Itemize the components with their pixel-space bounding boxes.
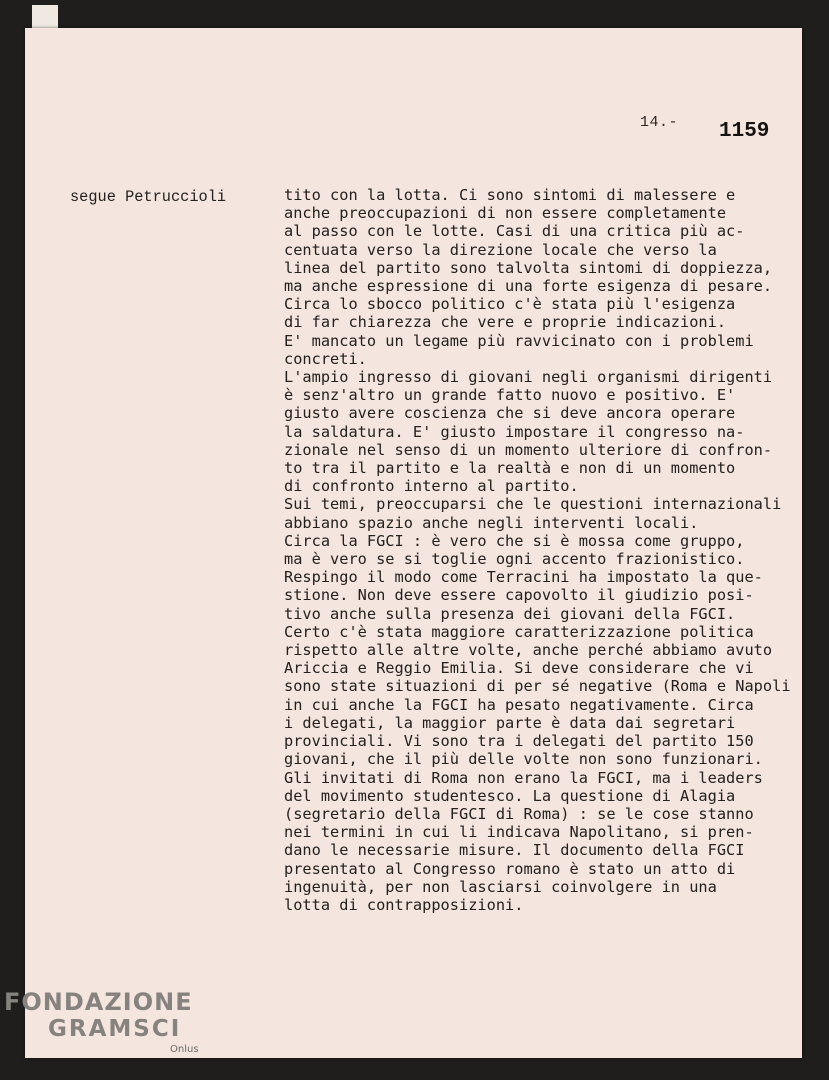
body-line: del movimento studentesco. La questione di Alagia — [284, 786, 736, 805]
body-line: giusto avere coscienza che si deve ancora operare — [284, 404, 736, 423]
body-line: Circa lo sbocco politico c'è stata più l'esigenza — [284, 295, 736, 314]
body-line: tito con la lotta. Ci sono sintomi di malessere e — [284, 186, 736, 204]
watermark-line-2: GRAMSCI — [48, 1016, 182, 1042]
body-line: presentato al Congresso romano è stato un atto di — [284, 859, 736, 878]
body-line: Sui temi, preoccuparsi che le questioni internazionali — [284, 495, 782, 514]
body-line: dano le necessarie misure. Il documento della FGCI — [284, 841, 745, 860]
body-line: ingenuità, per non lasciarsi coinvolgere in una — [284, 877, 717, 896]
body-line: anche preoccupazioni di non essere completamente — [284, 204, 727, 223]
body-line: tivo anche sulla presenza dei giovani della FGCI. — [284, 604, 736, 623]
body-line: Gli invitati di Roma non erano la FGCI, ma i leaders — [284, 768, 763, 787]
body-text — [284, 186, 799, 914]
body-line: Respingo il modo come Terracini ha impostato la que- — [284, 568, 763, 587]
watermark-line-1: FONDAZIONE — [4, 988, 193, 1016]
watermark-line-3: Onlus — [170, 1044, 199, 1055]
body-line: zionale nel senso di un momento ulteriore di confron- — [284, 440, 773, 459]
body-line: al passo con le lotte. Casi di una critica più ac- — [284, 222, 745, 241]
body-line: rispetto alle altre volte, anche perché abbiamo avuto — [284, 641, 773, 660]
body-line: in cui anche la FGCI ha pesato negativamente. Circa — [284, 695, 754, 714]
body-line: linea del partito sono talvolta sintomi di doppiezza, — [284, 258, 773, 277]
body-line: to tra il partito e la realtà e non di un momento — [284, 459, 736, 478]
body-line: di confronto interno al partito. — [284, 477, 579, 496]
body-line: ma anche espressione di una forte esigenza di pesare. — [284, 277, 773, 296]
body-line: Certo c'è stata maggiore caratterizzazione politica — [284, 622, 754, 641]
body-line: provinciali. Vi sono tra i delegati del partito 150 — [284, 732, 754, 751]
body-line: i delegati, la maggior parte è data dai segretari — [284, 713, 736, 732]
body-line: ma è vero se si toglie ogni accento frazionistico. — [284, 550, 745, 569]
body-line: centuata verso la direzione locale che verso la — [284, 240, 717, 259]
body-line: Circa la FGCI : è vero che si è mossa come gruppo, — [284, 531, 745, 550]
body-line: L'ampio ingresso di giovani negli organismi dirigenti — [284, 368, 773, 387]
body-line: nei termini in cui li indicava Napolitano, si pren- — [284, 823, 754, 842]
body-line: lotta di contrapposizioni. — [284, 895, 524, 914]
archive-number: 1159 — [719, 120, 770, 143]
body-line: sono state situazioni di per sé negative (Roma e Napoli — [284, 677, 791, 696]
body-line: abbiano spazio anche negli interventi locali. — [284, 513, 699, 532]
speaker-note: segue Petruccioli — [70, 188, 227, 206]
body-line: giovani, che il più delle volte non sono funzionari. — [284, 750, 763, 769]
body-line: è senz'altro un grande fatto nuovo e positivo. E' — [284, 386, 736, 405]
paper-tab — [32, 5, 58, 29]
page-number: 14.- — [640, 114, 679, 131]
body-line: stione. Non deve essere capovolto il giudizio posi- — [284, 586, 754, 605]
body-line: E' mancato un legame più ravvicinato con i problemi — [284, 331, 754, 350]
body-line: di far chiarezza che vere e proprie indicazioni. — [284, 313, 727, 332]
body-line: concreti. — [284, 349, 367, 368]
body-line: (segretario della FGCI di Roma) : se le cose stanno — [284, 804, 754, 823]
watermark-logo — [4, 990, 199, 1055]
body-line: la saldatura. E' giusto impostare il congresso na- — [284, 422, 745, 441]
body-line: Ariccia e Reggio Emilia. Si deve considerare che vi — [284, 659, 754, 678]
